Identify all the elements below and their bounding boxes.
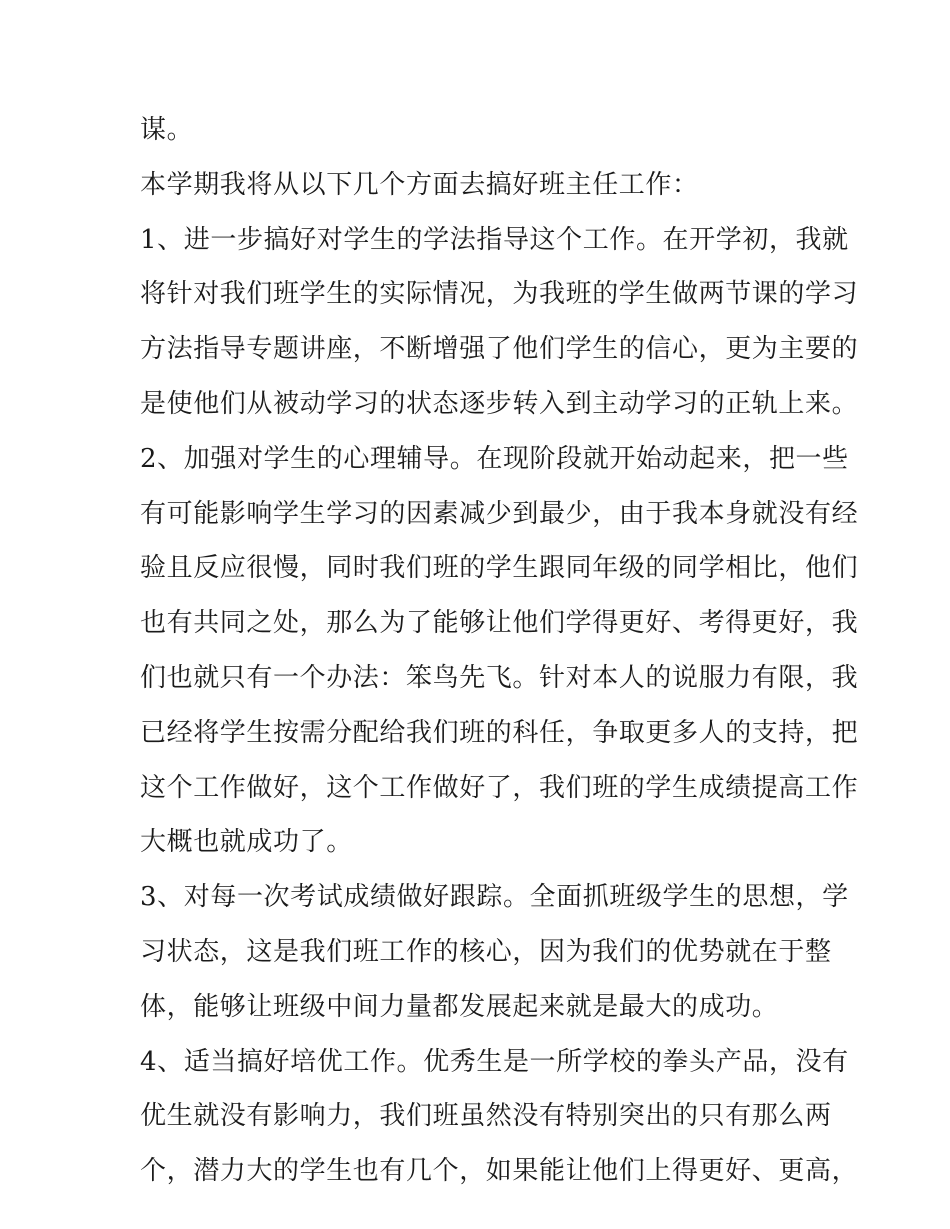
text-line: 本学期我将从以下几个方面去搞好班主任工作： — [140, 169, 699, 200]
text-line: 个，潜力大的学生也有几个，如果能让他们上得更好、更高， — [140, 1156, 859, 1187]
text-line: 是使他们从被动学习的状态逐步转入到主动学习的正轨上来。 — [140, 388, 859, 419]
text-line: 将针对我们班学生的实际情况，为我班的学生做两节课的学习 — [140, 279, 859, 310]
text-line: 方法指导专题讲座，不断增强了他们学生的信心，更为主要的 — [140, 334, 859, 365]
text-line: 大概也就成功了。 — [140, 827, 353, 858]
text-line: 1、进一步搞好对学生的学法指导这个工作。在开学初，我就 — [140, 224, 849, 255]
document-body — [140, 103, 859, 1199]
text-line: 已经将学生按需分配给我们班的科任，争取更多人的支持，把 — [140, 717, 859, 748]
text-line: 有可能影响学生学习的因素减少到最少，由于我本身就没有经 — [140, 498, 859, 529]
text-line: 谋。 — [140, 115, 194, 145]
text-line: 也有共同之处，那么为了能够让他们学得更好、考得更好，我 — [140, 608, 859, 639]
text-line: 体，能够让班级中间力量都发展起来就是最大的成功。 — [140, 991, 779, 1022]
text-line: 这个工作做好，这个工作做好了，我们班的学生成绩提高工作 — [140, 772, 859, 803]
text-line: 习状态，这是我们班工作的核心，因为我们的优势就在于整 — [140, 936, 832, 967]
text-line: 优生就没有影响力，我们班虽然没有特别突出的只有那么两 — [140, 1101, 832, 1132]
text-line: 们也就只有一个办法：笨鸟先飞。针对本人的说服力有限，我 — [140, 662, 859, 693]
text-line: 4、适当搞好培优工作。优秀生是一所学校的拳头产品，没有 — [140, 1046, 849, 1077]
text-line: 3、对每一次考试成绩做好跟踪。全面抓班级学生的思想，学 — [140, 882, 849, 913]
text-line: 验且反应很慢，同时我们班的学生跟同年级的同学相比，他们 — [140, 553, 859, 584]
text-line: 2、加强对学生的心理辅导。在现阶段就开始动起来，把一些 — [140, 443, 849, 474]
